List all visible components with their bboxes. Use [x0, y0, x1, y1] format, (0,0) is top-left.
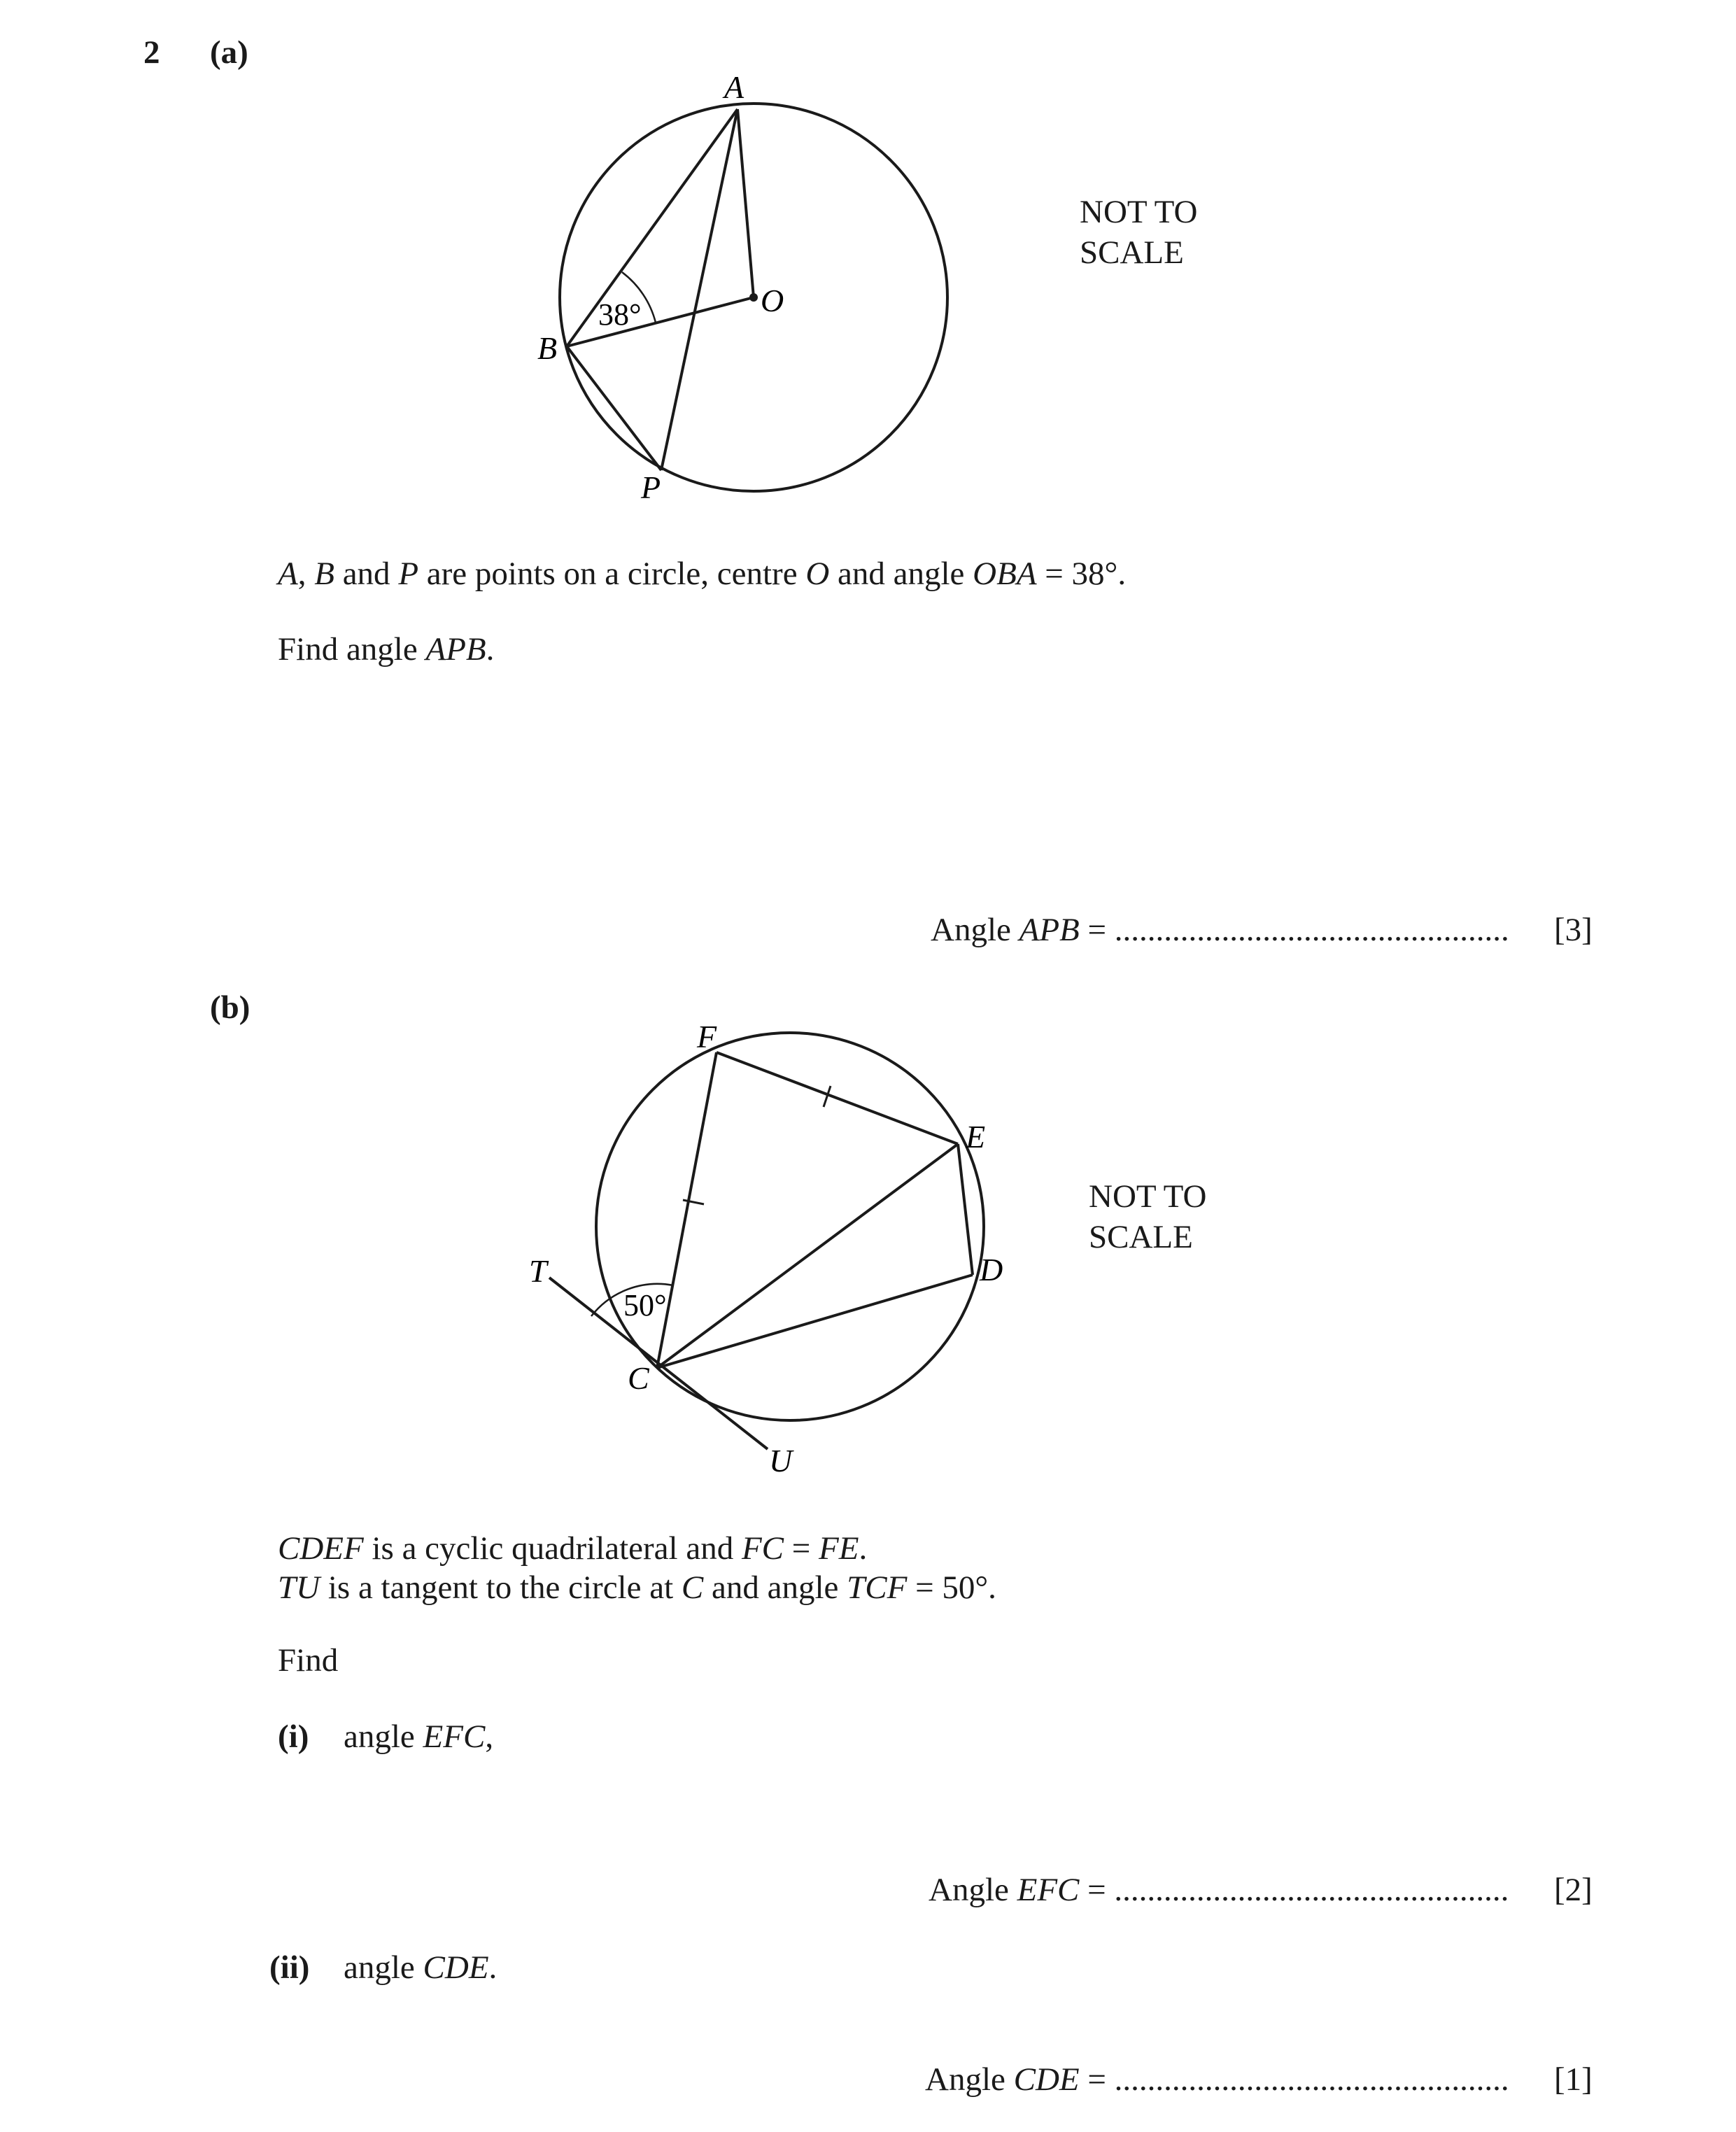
instruction-a-name: APB — [425, 631, 486, 668]
answer-cde-dots[interactable]: ................................................ — [1114, 2061, 1509, 2098]
sub-ii-question — [344, 1949, 497, 1986]
point-label-b: B — [537, 330, 558, 366]
sub-ii-suffix: . — [488, 1949, 497, 1986]
point-label-d: D — [980, 1252, 1003, 1287]
text-cdef: CDEF — [278, 1530, 364, 1567]
text-b2-middle2: and angle — [703, 1569, 847, 1606]
point-label-t: T — [529, 1253, 547, 1289]
question-number: 2 — [143, 34, 160, 71]
text-fe: FE — [819, 1530, 859, 1567]
text-middle: are points on a circle, centre — [418, 556, 806, 592]
angle-label-38: 38° — [598, 297, 642, 332]
sub-i-prefix: angle — [344, 1718, 423, 1755]
point-label-o: O — [761, 283, 784, 318]
answer-apb-dots[interactable]: ................................................ — [1114, 912, 1509, 948]
answer-cde-prefix: Angle — [925, 2061, 1014, 2098]
answer-efc-prefix: Angle — [929, 1872, 1017, 1908]
chord-fe — [717, 1052, 958, 1144]
text-c: C — [681, 1569, 704, 1606]
point-label-p: P — [641, 470, 661, 505]
text-middle2: and angle — [829, 556, 973, 592]
answer-cde-equals: = — [1079, 2061, 1115, 2098]
answer-apb-name: APB — [1019, 912, 1080, 948]
answer-efc-dots[interactable]: ................................................ — [1114, 1872, 1509, 1908]
sub-i-question — [344, 1718, 493, 1756]
text-p: P — [398, 556, 419, 592]
answer-apb-equals: = — [1079, 912, 1115, 948]
text-a: A — [278, 556, 298, 592]
instruction-a-prefix: Find angle — [278, 631, 426, 668]
note-b-line1: NOT TO — [1089, 1178, 1207, 1215]
answer-efc-equals: = — [1079, 1872, 1115, 1908]
tick-mark-cf — [683, 1200, 704, 1204]
text-comma: , — [297, 556, 315, 592]
point-label-f: F — [697, 1019, 717, 1054]
text-o: O — [805, 556, 830, 592]
sub-ii-label: (ii) — [269, 1949, 310, 1986]
instruction-a-suffix: . — [486, 631, 495, 668]
sub-i-suffix: , — [485, 1718, 494, 1755]
answer-apb-prefix: Angle — [931, 912, 1019, 948]
text-b1-middle: is a cyclic quadrilateral and — [363, 1530, 742, 1567]
answer-line-cde[interactable] — [925, 2061, 1509, 2098]
answer-line-efc[interactable] — [929, 1871, 1509, 1909]
point-label-c: C — [628, 1360, 649, 1396]
point-label-a: A — [724, 69, 744, 105]
text-and: and — [334, 556, 399, 592]
chord-dc — [657, 1275, 973, 1368]
statement-b-line1 — [278, 1530, 867, 1567]
find-label: Find — [278, 1642, 339, 1679]
marks-a: [3] — [1554, 912, 1593, 948]
note-b-line2: SCALE — [1089, 1219, 1193, 1256]
marks-b-ii: [1] — [1554, 2061, 1593, 2098]
text-b2-end: = 50°. — [907, 1569, 996, 1606]
part-b-label: (b) — [210, 989, 250, 1026]
sub-i-label: (i) — [278, 1718, 309, 1755]
text-b: B — [314, 556, 334, 592]
text-end: = 38°. — [1036, 556, 1127, 592]
text-tcf: TCF — [847, 1569, 908, 1606]
diagonal-ce — [657, 1144, 958, 1368]
point-label-e: E — [966, 1119, 986, 1155]
sub-ii-prefix: angle — [344, 1949, 423, 1986]
marks-b-i: [2] — [1554, 1872, 1593, 1908]
text-fc: FC — [741, 1530, 784, 1567]
circle-b — [596, 1033, 984, 1420]
answer-cde-name: CDE — [1013, 2061, 1080, 2098]
statement-b-line2 — [278, 1569, 996, 1607]
text-b1-equals: = — [784, 1530, 819, 1567]
part-a-label: (a) — [210, 34, 248, 71]
note-a-line1: NOT TO — [1080, 194, 1198, 230]
point-label-u: U — [769, 1443, 793, 1478]
angle-label-50: 50° — [623, 1288, 667, 1322]
sub-ii-name: CDE — [423, 1949, 489, 1986]
chord-ed — [958, 1144, 973, 1275]
sub-i-name: EFC — [423, 1718, 486, 1755]
answer-efc-name: EFC — [1017, 1872, 1080, 1908]
not-to-scale-note-b — [1089, 1178, 1206, 1256]
text-b2-middle: is a tangent to the circle at — [320, 1569, 682, 1606]
text-b1-end: . — [859, 1530, 868, 1567]
note-a-line2: SCALE — [1080, 234, 1184, 271]
text-oba: OBA — [973, 556, 1037, 592]
text-tu: TU — [278, 1569, 320, 1606]
